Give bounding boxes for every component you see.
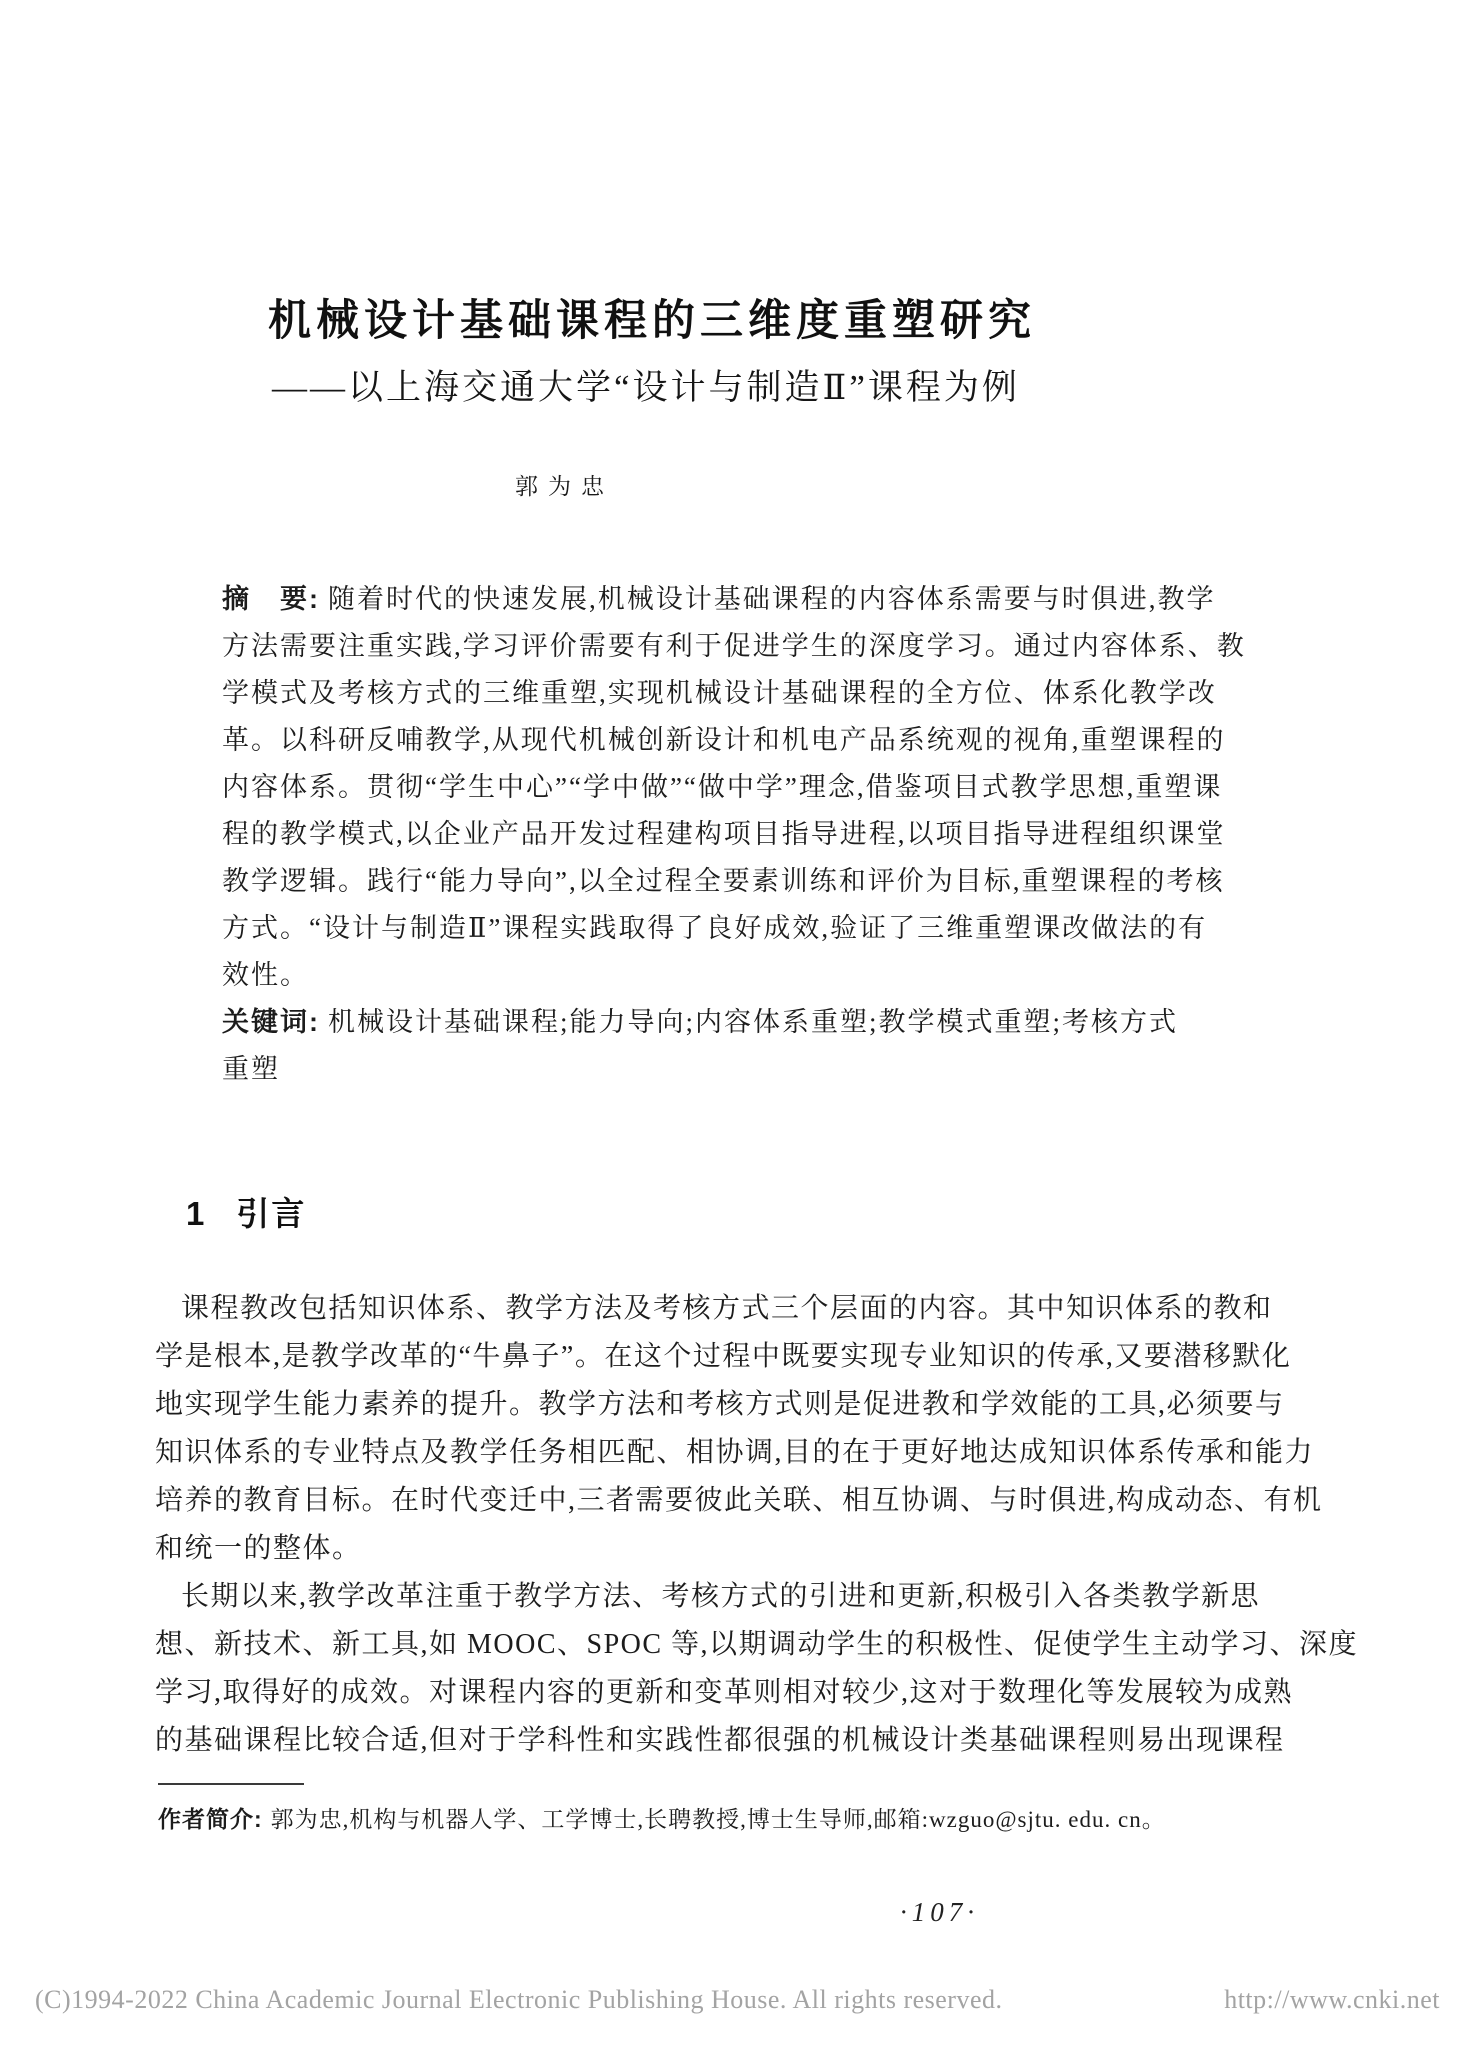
text-line: 内容体系。贯彻“学生中心”“学中做”“做中学”理念,借鉴项目式教学思想,重塑课	[222, 772, 1223, 802]
section-title: 引言	[236, 1195, 307, 1232]
footnote-divider	[158, 1783, 304, 1785]
section-number: 1	[186, 1195, 207, 1232]
text-line: 培养的教育目标。在时代变迁中,三者需要彼此关联、相互协调、与时俱进,构成动态、有机	[155, 1485, 1323, 1516]
abstract-text: 随着时代的快速发展,机械设计基础课程的内容体系需要与时俱进,教学	[328, 584, 1216, 614]
paper-title: 机械设计基础课程的三维度重塑研究	[268, 297, 1036, 345]
text-line: 知识体系的专业特点及教学任务相匹配、相协调,目的在于更好地达成知识体系传承和能力	[155, 1437, 1315, 1468]
text-line: 重塑	[222, 1054, 280, 1084]
text-line: 地实现学生能力素养的提升。教学方法和考核方式则是促进教和学效能的工具,必须要与	[155, 1389, 1285, 1420]
abstract-label: 摘 要:	[222, 584, 320, 614]
copyright-text: (C)1994-2022 China Academic Journal Electronic Publishing House. All rights reserved.	[35, 1985, 1003, 2014]
paper-subtitle: ——以上海交通大学“设计与制造Ⅱ”课程为例	[272, 368, 1020, 407]
abstract-lines	[222, 623, 1288, 999]
text-line: 方式。“设计与制造Ⅱ”课程实践取得了良好成效,验证了三维重塑课改做法的有	[222, 913, 1208, 943]
text-line: 教学逻辑。践行“能力导向”,以全过程全要素训练和评价为目标,重塑课程的考核	[222, 866, 1225, 896]
keywords-first-line	[222, 999, 1288, 1046]
text-line: 课程教改包括知识体系、教学方法及考核方式三个层面的内容。其中知识体系的教和	[181, 1293, 1273, 1324]
keywords-text: 机械设计基础课程;能力导向;内容体系重塑;教学模式重塑;考核方式	[328, 1007, 1179, 1037]
text-line: 长期以来,教学改革注重于教学方法、考核方式的引进和更新,积极引入各类教学新思	[181, 1581, 1261, 1612]
author-name: 郭为忠	[515, 474, 614, 499]
text-line: 学是根本,是教学改革的“牛鼻子”。在这个过程中既要实现专业知识的传承,又要潜移默化	[155, 1341, 1292, 1372]
text-line: 革。以科研反哺教学,从现代机械创新设计和机电产品系统观的视角,重塑课程的	[222, 725, 1226, 755]
footnote-text: 郭为忠,机构与机器人学、工学博士,长聘教授,博士生导师,邮箱:wzguo@sjtu. edu. cn。	[270, 1807, 1166, 1832]
abstract-block	[222, 576, 1288, 1093]
page-number: ·107·	[900, 1897, 979, 1927]
paragraph-1	[155, 1285, 1321, 1573]
keywords-lines	[222, 1046, 1288, 1093]
abstract-first-line	[222, 576, 1288, 623]
keywords-label: 关键词:	[222, 1007, 320, 1037]
text-line: 方法需要注重实践,学习评价需要有利于促进学生的深度学习。通过内容体系、教	[222, 631, 1246, 661]
text-line: 学模式及考核方式的三维重塑,实现机械设计基础课程的全方位、体系化教学改	[222, 678, 1217, 708]
section-heading	[186, 1188, 306, 1235]
text-line: 和统一的整体。	[155, 1533, 362, 1564]
paragraph-2	[155, 1573, 1359, 1765]
text-line: 程的教学模式,以企业产品开发过程建构项目指导进程,以项目指导进程组织课堂	[222, 819, 1226, 849]
body-text	[155, 1285, 1359, 1765]
text-line: 想、新技术、新工具,如 MOOC、SPOC 等,以期调动学生的积极性、促使学生主动学习、深度	[155, 1629, 1359, 1660]
footnote-label: 作者简介:	[158, 1806, 263, 1832]
text-line: 学习,取得好的成效。对课程内容的更新和变革则相对较少,这对于数理化等发展较为成熟	[155, 1677, 1294, 1708]
text-line: 效性。	[222, 960, 309, 990]
author-bio-footnote	[158, 1800, 1338, 1839]
copyright-footer	[0, 1985, 1473, 2015]
cnki-url: http://www.cnki.net	[1224, 1985, 1440, 2014]
text-line: 的基础课程比较合适,但对于学科性和实践性都很强的机械设计类基础课程则易出现课程	[155, 1725, 1285, 1756]
